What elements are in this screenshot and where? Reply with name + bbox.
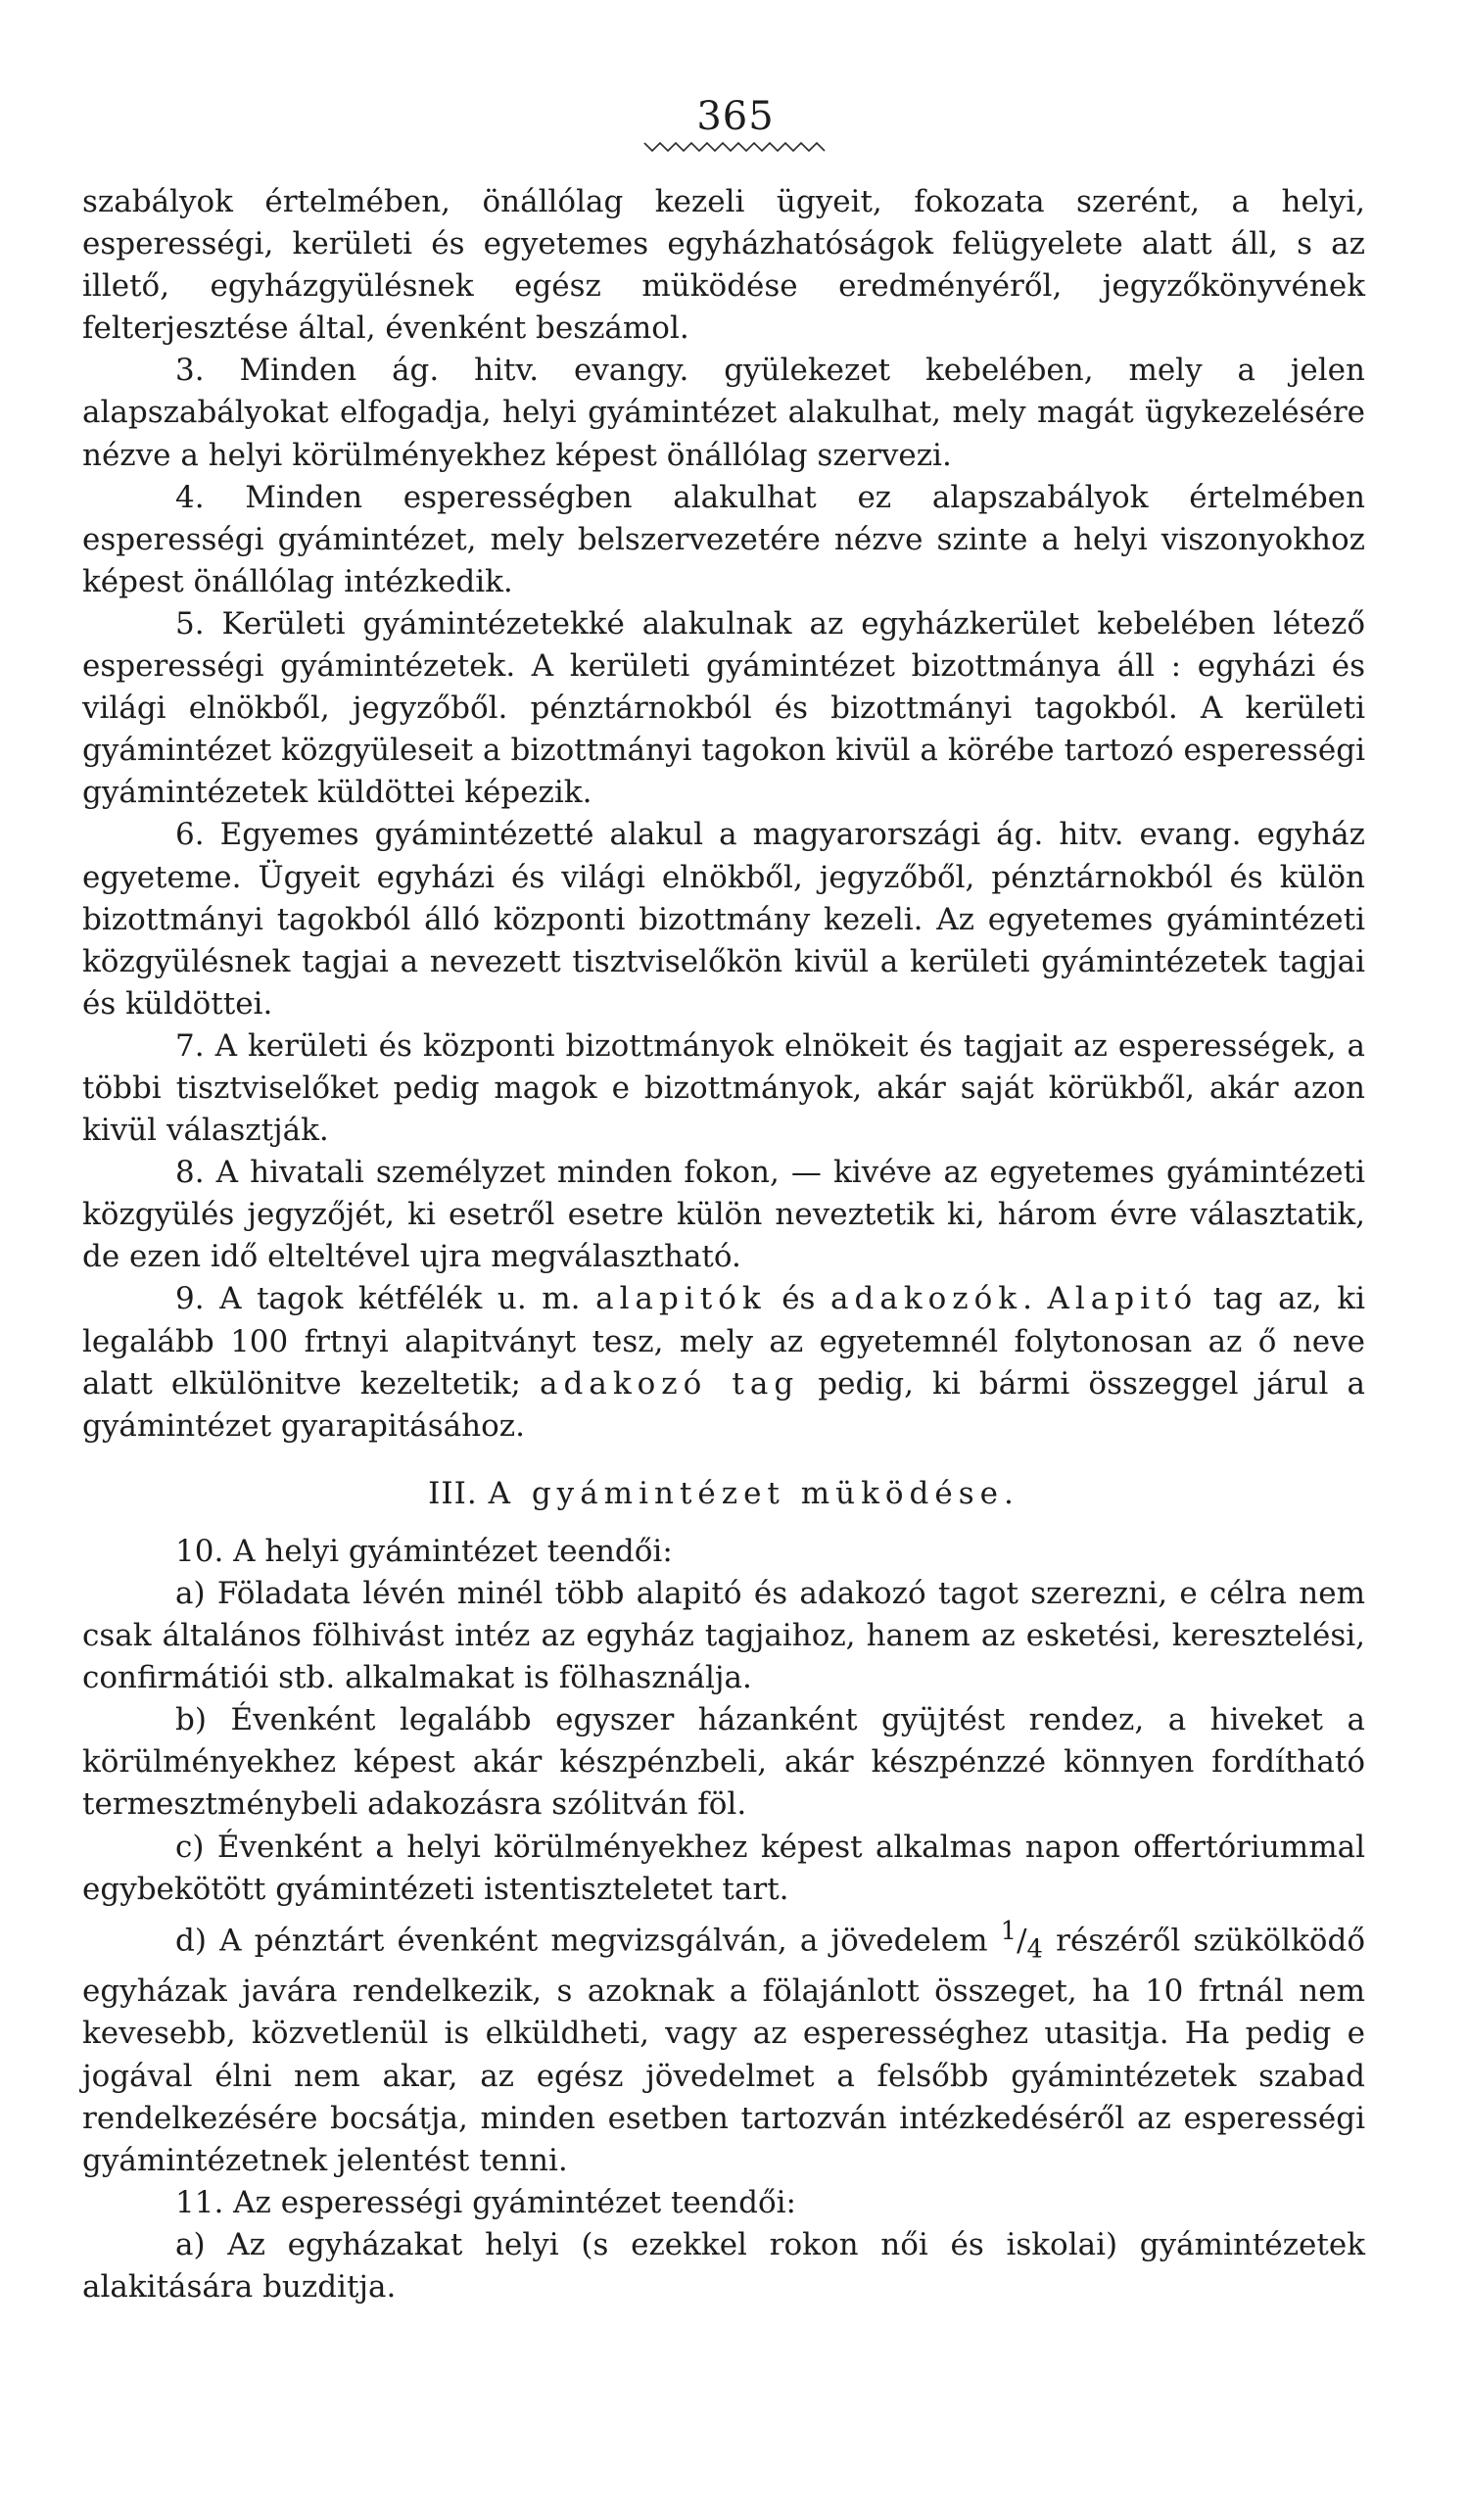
paragraph-4: 4. Minden esperességben alakulhat ez alapszabályok értelmében esperességi gyámintézet, mely belszervezetére nézve szinte a helyi viszonyokhoz képest önállólag intézkedik. — [82, 479, 1365, 599]
paragraph-7: 7. A kerületi és központi bizottmányok elnökeit és tagjait az esperességek, a többi tisztviselőket pedig magok e bizottmányok, akár saját körükből, akár azon kivül választják. — [82, 1027, 1365, 1149]
page-number: 365 — [696, 94, 775, 139]
page-header — [106, 93, 1365, 154]
founder-word: Alapitó — [1047, 1281, 1199, 1317]
p9-and: és — [766, 1281, 831, 1317]
book-page — [82, 93, 1365, 2308]
term-donors: adakozók — [830, 1281, 1023, 1317]
founder-definition: tag az, ki legalább 100 frtnyi alapitványt tesz, mely az egyetemnél folytonosan az ő neve alatt elkülönitve kezeltetik; — [82, 1281, 1366, 1402]
paragraph-6: 6. Egyemes gyámintézetté alakul a magyarországi ág. hitv. evang. egyház egyeteme. Ügyeit egyházi és világi elnökből, jegyzőből, pénztárnokból és külön bizottmányi tagokból álló központi bizottmány kezeli. Az egyetemes gyámintézeti közgyülésnek tagjai a nevezett tisztviselőkön kivül a kerületi gyámintézetek tagjai és küldöttei. — [82, 817, 1365, 1022]
fraction-denominator: 4 — [1026, 1934, 1043, 1965]
term-founders: alapitók — [595, 1281, 767, 1317]
wavy-line-ornament-icon — [642, 140, 829, 154]
paragraph-3: 3. Minden ág. hitv. evangy. gyülekezet kebelében, mely a jelen alapszabályokat elfogadja, helyi gyámintézet alakulhat, mely magát ügykezelésére nézve a helyi körülményekhez képest önállólag szervezi. — [82, 353, 1365, 473]
section-numeral: III. — [428, 1475, 478, 1511]
page-body — [82, 181, 1365, 2308]
paragraph-10a: a) Föladata lévén minél több alapitó és adakozó tagot szerezni, e célra nem csak általános fölhivást intéz az egyház tagjaihoz, hanem az esketési, keresztelési, confirmátiói stb. alkalmakat is fölhasználja. — [82, 1576, 1365, 1696]
donor-term: adakozó tag — [540, 1365, 800, 1402]
paragraph-5: 5. Kerületi gyámintézetekké alakulnak az egyházkerület kebelében létező esperességi gyámintézetek. A kerületi gyámintézet bizottmánya áll : egyházi és világi elnökből, jegyzőből. pénztárnokból és bizottmányi tagokból. A kerületi gyámintézet közgyüleseit a bizottmányi tagokon kivül a körébe tartozó esperességi gyámintézetek küldöttei képezik. — [82, 605, 1365, 811]
p-d-before: d) A pénztárt évenként megvizsgálván, a jövedelem — [175, 1923, 1001, 1959]
section-heading — [82, 1473, 1365, 1515]
p9-intro: 9. A tagok kétfélék u. m. — [175, 1281, 596, 1317]
paragraph-10d: d) A pénztárt évenként megvizsgálván, a jövedelem $^1/_4$ részéről szükölködő egyházak javára rendelkezik, s azoknak a fölajánlott összeget, ha 10 frtnál nem kevesebb, közvetlenül is elküldheti, vagy az esperességhez utasitja. Ha pedig e jogával élni nem akar, az egész jövedelmet a felsőbb gyámintézetek szabad rendelkezésére bocsátja, minden esetben tartozván intézkedéséről az esperességi gyámintézetnek jelentést tenni. — [82, 1916, 1365, 2178]
paragraph-9 — [82, 1278, 1365, 1447]
p-d-after: részéről szükölködő egyházak javára rendelkezik, s azoknak a fölajánlott összeget, ha 10 frtnál nem kevesebb, közvetlenül is elküldheti, vagy az esperességhez utasitja. Ha pedig e jogával élni nem akar, az egész jövedelmet a felsőbb gyámintézetek szabad rendelkezésére bocsátja, minden esetben tartozván intézkedéséről az esperességi gyámintézetnek jelentést tenni. — [82, 1923, 1365, 2178]
section-title: A gyámintézet müködése. — [488, 1475, 1019, 1511]
paragraph-11: 11. Az esperességi gyámintézet teendői: — [175, 2184, 797, 2220]
paragraph-10c: c) Évenként a helyi körülményekhez képest alkalmas napon offertóriummal egybekötött gyámintézeti istentiszteletet tart. — [82, 1829, 1365, 1907]
paragraph-10: 10. A helyi gyámintézet teendői: — [175, 1533, 673, 1569]
fraction-numerator: 1 — [1000, 1916, 1018, 1946]
donor-definition: pedig, ki bármi összeggel járul a gyámintézet gyarapitásához. — [82, 1365, 1366, 1444]
paragraph-11a: a) Az egyházakat helyi (s ezekkel rokon női és iskolai) gyámintézetek alakitására buzditja. — [82, 2226, 1365, 2306]
paragraph-10b: b) Évenként legalább egyszer házanként gyüjtést rendez, a hiveket a körülményekhez képest akár készpénzbeli, akár készpénzzé könnyen fordítható termesztménybeli adakozásra szólitván föl. — [82, 1702, 1365, 1823]
paragraph-8: 8. A hivatali személyzet minden fokon, — kivéve az egyetemes gyámintézeti közgyülés jegyzőjét, ki esetről esetre külön neveztetik ki, három évre választatik, de ezen idő elteltével ujra megválasztható. — [82, 1155, 1365, 1275]
p9-after-terms: . — [1022, 1281, 1048, 1317]
paragraph-continuation: szabályok értelmében, önállólag kezeli ügyeit, fokozata szerént, a helyi, esperességi, kerületi és egyetemes egyházhatóságok felügyelete alatt áll, s az illető, egyházgyülésnek egész müködése eredményéről, jegyzőkönyvének felterjesztése által, évenként beszámol. — [82, 184, 1365, 347]
